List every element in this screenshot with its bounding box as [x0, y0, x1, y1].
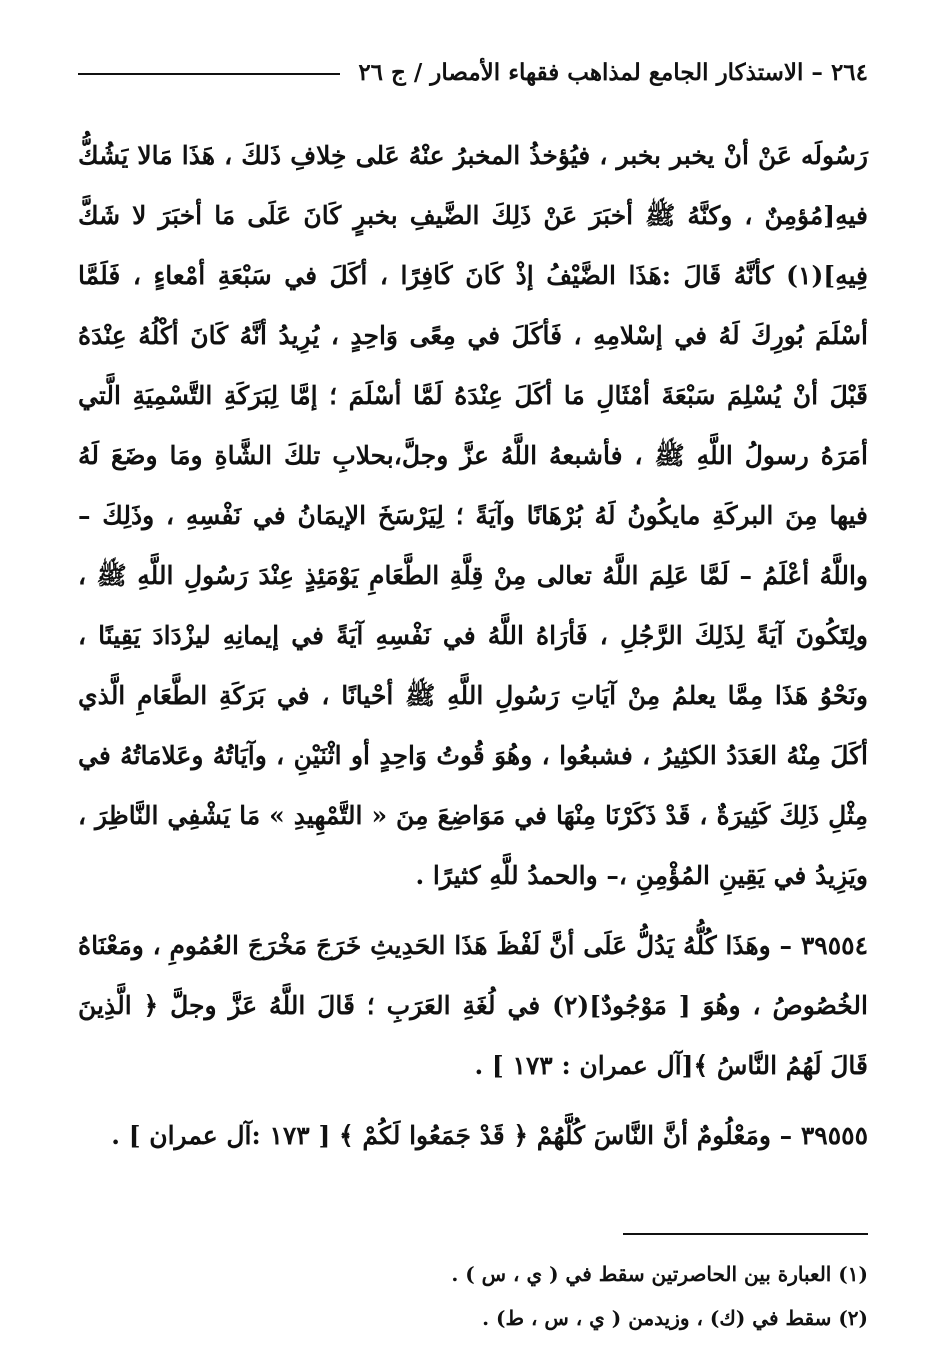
footnote-1: (١) العبارة بين الحاصرتين سقط في ( ي ، س ) . [451, 1262, 868, 1286]
paragraph-39555: ٣٩٥٥٥ – ومَعْلُومٌ أنَّ النَّاسَ كُلَّهُمْ ﴿ قَدْ جَمَعُوا لَكُمْ ﴾ [ ١٧٣ :آل عمران ] . [111, 1121, 868, 1150]
main-text [78, 126, 868, 1176]
paragraph-1: رَسُولَه عَنْ أنْ يخبر بخبر ، فيُؤخذُ المخبرُ عنْهُ عَلى خِلافِ ذَلكَ ، هَذَا مَالا يَشُكُّ فيهِ[مُؤمِنٌ ، وكنَّهُ ﷺ أخبَرَ عَنْ ذَلِكَ الضَّيفِ بخبرٍ كَانَ عَلَى مَا أخبَرَ لا شَكَّ فِيهِ](١) كأنَّهُ قَالَ :هَذَا الضَّيْفُ إذْ كَانَ كَافِرًا ، أكَلَ في سَبْعَةِ أمْعاءٍ ، فَلَمَّا أسْلَمَ بُورِكَ لَهُ في إسْلامِهِ ، فَأكَلَ في مِعًى وَاحِدٍ ، يُرِيدُ أنَّهُ كَانَ أكْلُهُ عِنْدَهُ قَبْلَ أنْ يُسْلِمَ سَبْعَةَ أمْثَالِ مَا أكَلَ عِنْدَهُ لَمَّا أسْلَمَ ؛ إمَّا لِبَرَكَةِ التَّسْمِيَةِ الَّتي أمَرَهُ رسولُ اللَّهِ ﷺ ، فأشبعهُ اللَّهُ عزَّ وجلَّ،بحلابِ تلكَ الشَّاةِ ومَا وضَعَ لَهُ فيها مِنَ البركَةِ مايكُونُ لَهُ بُرْهَانًا وآيَةً ؛ لِيَرْسَخَ الإيمَانُ في نَفْسِهِ ، وذَلِكَ – واللَّهُ أعْلَمُ – لَمَّا عَلِمَ اللَّهُ تعالى مِنْ قِلَّةِ الطَّعَامِ يَوْمَئِذٍ عِنْدَ رَسُولِ اللَّهِ ﷺ ، ولِتَكُونَ آيَةً لِذَلِكَ الرَّجُلِ ، فَأرَاهُ اللَّهُ في نَفْسِهِ آيَةً في إيمانِهِ ليزْدَادَ يَقِينًا ، ونَحْوُ هَذَا مِمَّا يعلمُ مِنْ آيَاتِ رَسُولِ اللَّهِ ﷺ أحْيانًا ، في بَرَكَةِ الطَّعَامِ الَّذي أكَلَ مِنْهُ العَدَدُ الكثِيرُ ، فشبعُوا ، وهُوَ قُوتُ وَاحِدٍ أو اثْنَيْنِ ، وآيَاتُهُ وعَلامَاتُهُ في مِثْلِ ذَلِكَ كَثِيرَةٌ ، قَدْ ذَكَرْنَا مِنْهَا في مَوَاضِعَ مِنَ « التَّمْهِيدِ » مَا يَشْفِي النَّاظِرَ ، ويَزِيدُ في يَقِينِ المُؤْمِنِ ،– والحمدُ للَّهِ كثيرًا . [78, 141, 868, 890]
footnotes [78, 1252, 868, 1340]
header-rule [78, 73, 340, 75]
paragraph-39554: ٣٩٥٥٤ – وهَذَا كُلُّهُ يَدُلُّ عَلَى أنَّ لَفْظَ هَذَا الحَدِيثِ خَرَجَ مَخْرَجَ العُمُومِ ، ومَعْنَاهُ الخُصُوصُ ، وهُوَ [ مَوْجُودٌ](٢) في لُغَةِ العَرَبِ ؛ قَالَ اللَّهُ عَزَّ وجلَّ ﴿ الَّذِينَ قَالَ لَهُمُ النَّاسُ ﴾[آل عمران : ١٧٣ ] . [78, 931, 868, 1080]
footnote-2: (٢) سقط في (ك) ، وزيدمن ( ي ، س ، ط) . [482, 1306, 868, 1330]
running-header [78, 52, 868, 92]
footnote-separator [623, 1233, 868, 1235]
header-title: ٢٦٤ – الاستذكار الجامع لمذاهب فقهاء الأمصار / ج ٢٦ [358, 58, 868, 86]
